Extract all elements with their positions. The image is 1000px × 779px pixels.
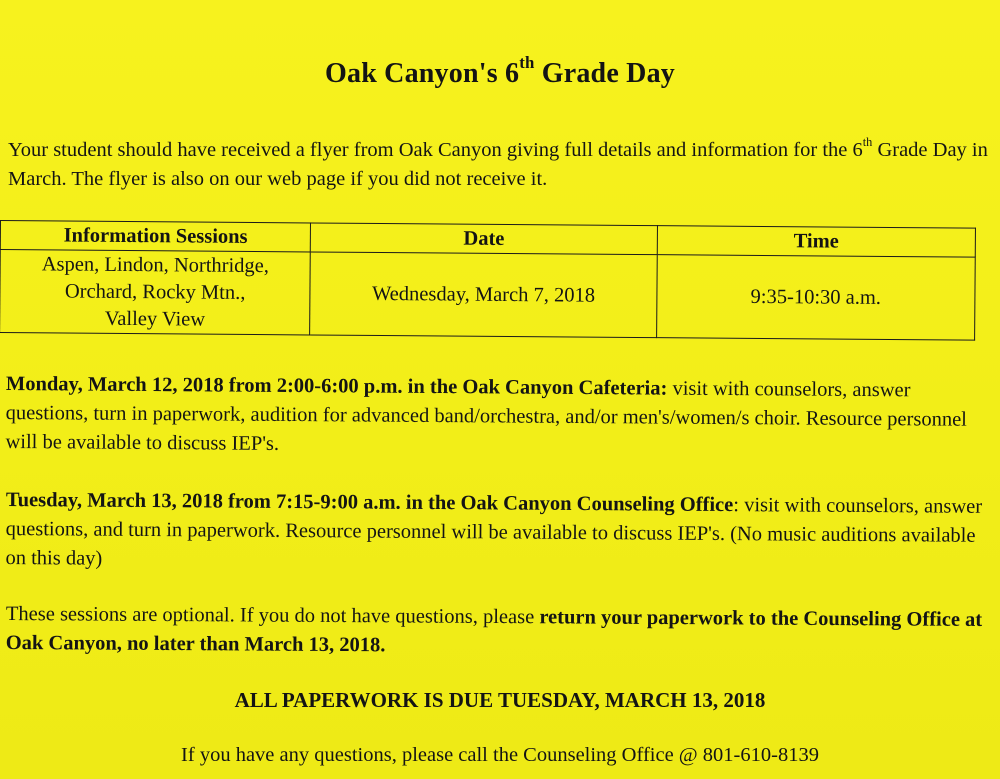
cell-schools: [0, 250, 311, 335]
intro-text-rest: Grade Day in March. The flyer is also on our web page if you did not receive it.: [8, 139, 988, 190]
monday-lead: Monday, March 12, 2018 from 2:00-6:00 p.m. in the Oak Canyon Cafeteria:: [5, 372, 668, 400]
title-superscript: th: [519, 53, 535, 73]
monday-body: visit with counselors, answer questions, turn in paperwork, audition for advanced band/orchestra, and/or men's/women/s choir. Resource personnel will be available to discuss IEP's.: [5, 377, 968, 455]
header-time: Time: [657, 226, 975, 257]
tuesday-session-paragraph: [5, 486, 994, 580]
header-information-sessions: Information Sessions: [0, 221, 311, 252]
tuesday-body: : visit with counselors, answer questions, and turn in paperwork. Resource personnel will be available to discuss IEP's. (No music auditions available on this day): [5, 494, 983, 570]
cell-time: 9:35-10:30 a.m.: [656, 255, 975, 340]
contact-line: If you have any questions, please call the Counseling Office @ 801-610-8139: [181, 744, 819, 766]
intro-text: Your student should have received a flyer from Oak Canyon giving full details and information for the 6: [8, 139, 863, 161]
optional-bold-text: return your paperwork to the Counseling Office at Oak Canyon, no later than March 13, 2018.: [5, 606, 983, 657]
page-title: [0, 53, 1000, 90]
schools-line: Orchard, Rocky Mtn.,: [64, 280, 246, 304]
title-text: Oak Canyon's 6: [325, 58, 520, 89]
schools-line: Aspen, Lindon, Northridge,: [41, 252, 270, 277]
optional-paragraph: [6, 600, 994, 664]
sessions-table: [0, 220, 976, 341]
table-row: [0, 250, 975, 341]
tuesday-lead: Tuesday, March 13, 2018 from 7:15-9:00 a.m. in the Oak Canyon Counseling Office: [5, 488, 734, 517]
intro-superscript: th: [862, 134, 873, 149]
header-date: Date: [311, 223, 658, 255]
schools-line: Valley View: [104, 307, 206, 331]
monday-session-paragraph: [5, 370, 994, 464]
title-text-rest: Grade Day: [534, 58, 675, 89]
due-notice: ALL PAPERWORK IS DUE TUESDAY, MARCH 13, 2018: [234, 688, 766, 712]
cell-date: Wednesday, March 7, 2018: [310, 252, 657, 338]
optional-text: These sessions are optional. If you do not have questions, please: [5, 602, 540, 629]
intro-paragraph: [8, 136, 993, 194]
